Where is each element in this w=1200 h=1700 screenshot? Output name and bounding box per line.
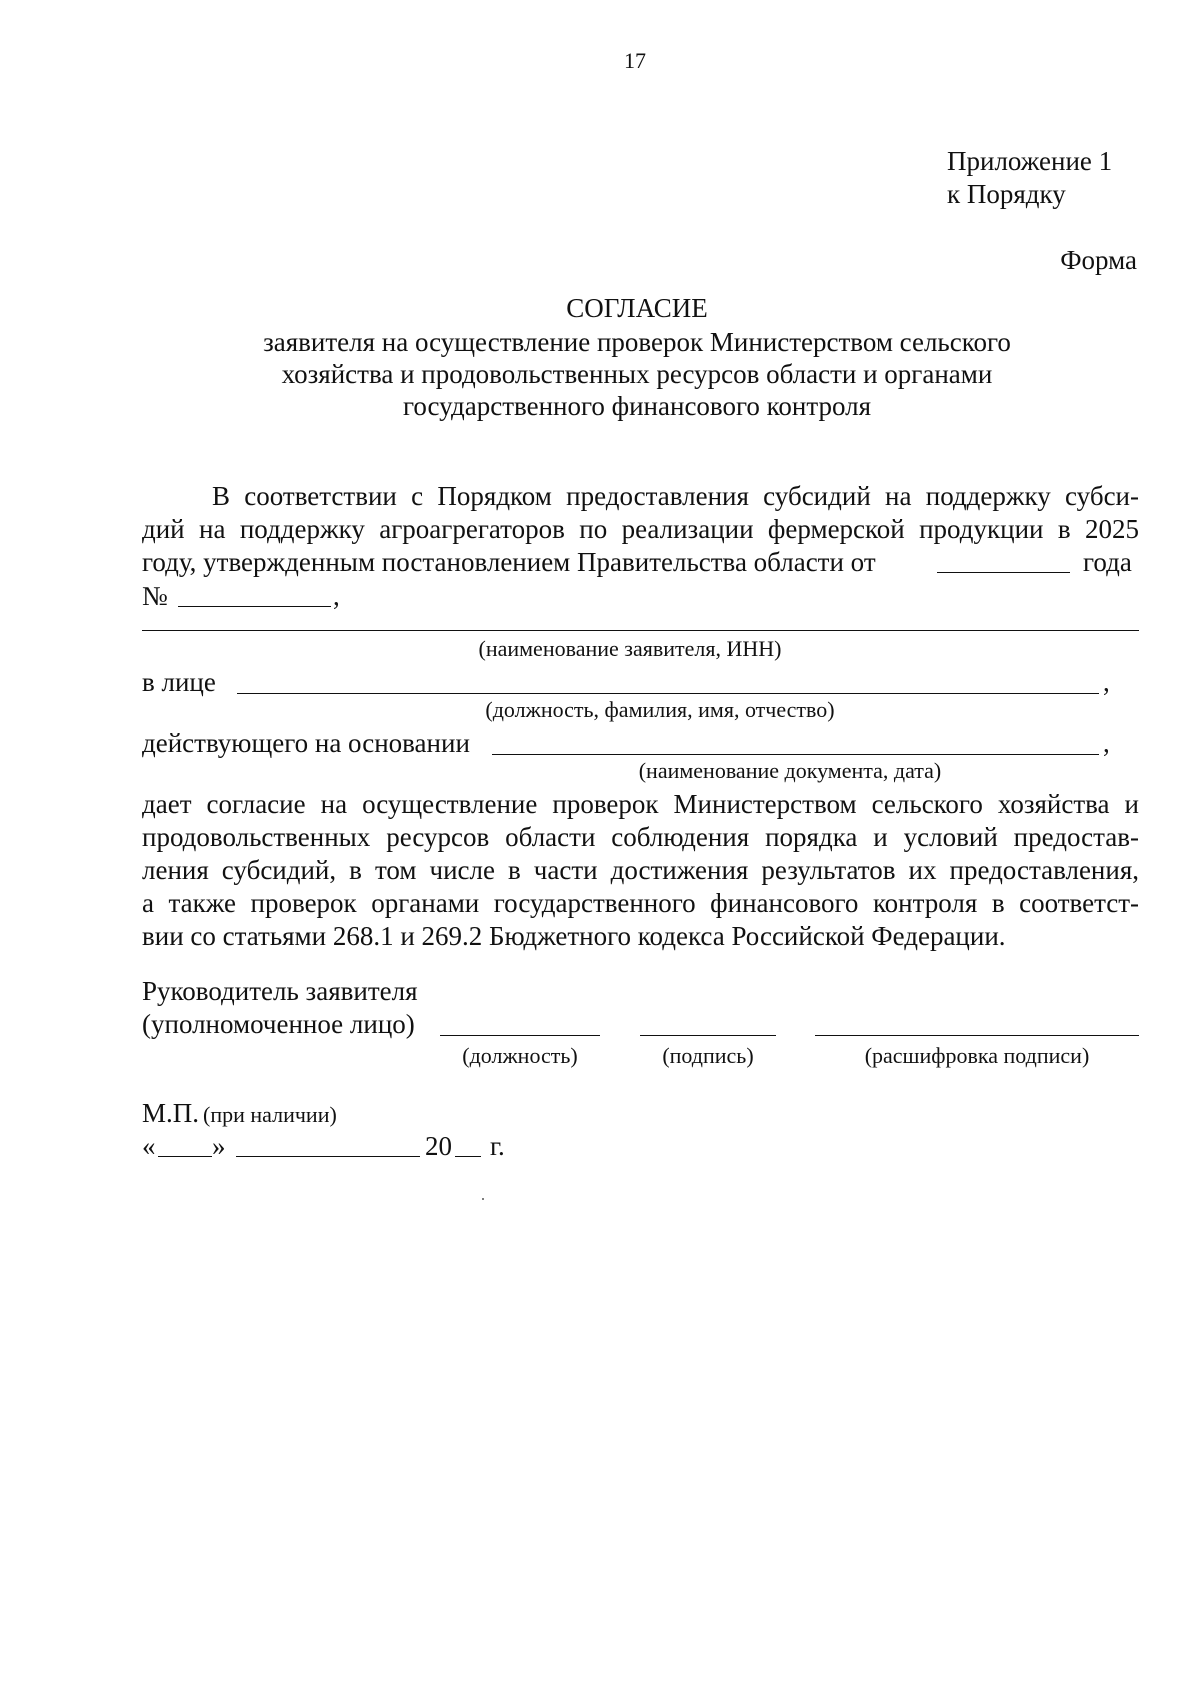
- position-caption: (должность): [462, 1043, 578, 1068]
- date-year-field[interactable]: [455, 1156, 481, 1157]
- consent-line-2: продовольственных ресурсов области соблюдения порядка и условий предостав-: [142, 822, 1139, 852]
- decree-date-field[interactable]: [937, 572, 1070, 573]
- applicant-caption: (наименование заявителя, ИНН): [478, 636, 782, 661]
- head-label: Руководитель заявителя: [142, 976, 418, 1006]
- subtitle-line-2: хозяйства и продовольственных ресурсов области и органами: [281, 359, 993, 389]
- consent-line-1: дает согласие на осуществление проверок Министерством сельского хозяйства и: [142, 789, 1139, 819]
- basis-comma: ,: [1103, 728, 1110, 758]
- applicant-name-field[interactable]: [142, 630, 1139, 631]
- intro-line-3: году, утвержденным постановлением Правительства области от: [142, 547, 876, 577]
- date-year-prefix: 20: [425, 1131, 452, 1161]
- acting-basis-label: действующего на основании: [142, 728, 470, 758]
- appendix-line-2: к Порядку: [947, 179, 1066, 209]
- form-label: Форма: [1060, 245, 1137, 275]
- intro-year-word: года: [1083, 547, 1132, 577]
- date-day-field[interactable]: [158, 1156, 212, 1157]
- subtitle-line-1: заявителя на осуществление проверок Министерством сельского: [263, 327, 1011, 357]
- stamp-mp: М.П.: [142, 1098, 200, 1128]
- date-close-quote: »: [212, 1131, 226, 1161]
- date-open-quote: «: [142, 1131, 156, 1161]
- basis-document-field[interactable]: [492, 754, 1099, 755]
- page-number: 17: [624, 48, 646, 73]
- document-caption: (наименование документа, дата): [638, 758, 942, 783]
- intro-comma: ,: [333, 581, 340, 611]
- in-person-label: в лице: [142, 667, 216, 697]
- consent-line-5: вии со статьями 268.1 и 269.2 Бюджетного кодекса Российской Федерации.: [142, 921, 1006, 951]
- signature-decode-caption: (расшифровка подписи): [864, 1043, 1090, 1068]
- consent-line-3: ления субсидий, в том числе в части достижения результатов их предоставления,: [142, 855, 1139, 885]
- stamp-line: [142, 1097, 337, 1129]
- number-sign: №: [142, 581, 168, 611]
- appendix-line-1: Приложение 1: [947, 146, 1113, 176]
- person-field[interactable]: [237, 693, 1099, 694]
- signature-decode-field[interactable]: [815, 1035, 1139, 1036]
- consent-line-4: а также проверок органами государственного финансового контроля в соответст-: [142, 888, 1139, 918]
- signature-field[interactable]: [640, 1035, 776, 1036]
- position-field[interactable]: [440, 1035, 600, 1036]
- decree-number-field[interactable]: [178, 606, 331, 607]
- scan-dot: [482, 1198, 484, 1200]
- intro-line-2: дий на поддержку агроагрегаторов по реализации фермерской продукции в 2025: [142, 514, 1139, 544]
- document-title: СОГЛАСИЕ: [566, 293, 708, 323]
- person-comma: ,: [1103, 667, 1110, 697]
- person-caption: (должность, фамилия, имя, отчество): [485, 697, 835, 722]
- stamp-if-any: (при наличии): [203, 1102, 337, 1127]
- subtitle-line-3: государственного финансового контроля: [402, 391, 872, 421]
- authorized-label: (уполномоченное лицо): [142, 1009, 415, 1039]
- intro-line-1: В соответствии с Порядком предоставления субсидий на поддержку субси-: [212, 481, 1139, 511]
- date-year-suffix: г.: [490, 1131, 505, 1161]
- signature-caption: (подпись): [662, 1043, 754, 1068]
- date-month-field[interactable]: [236, 1156, 420, 1157]
